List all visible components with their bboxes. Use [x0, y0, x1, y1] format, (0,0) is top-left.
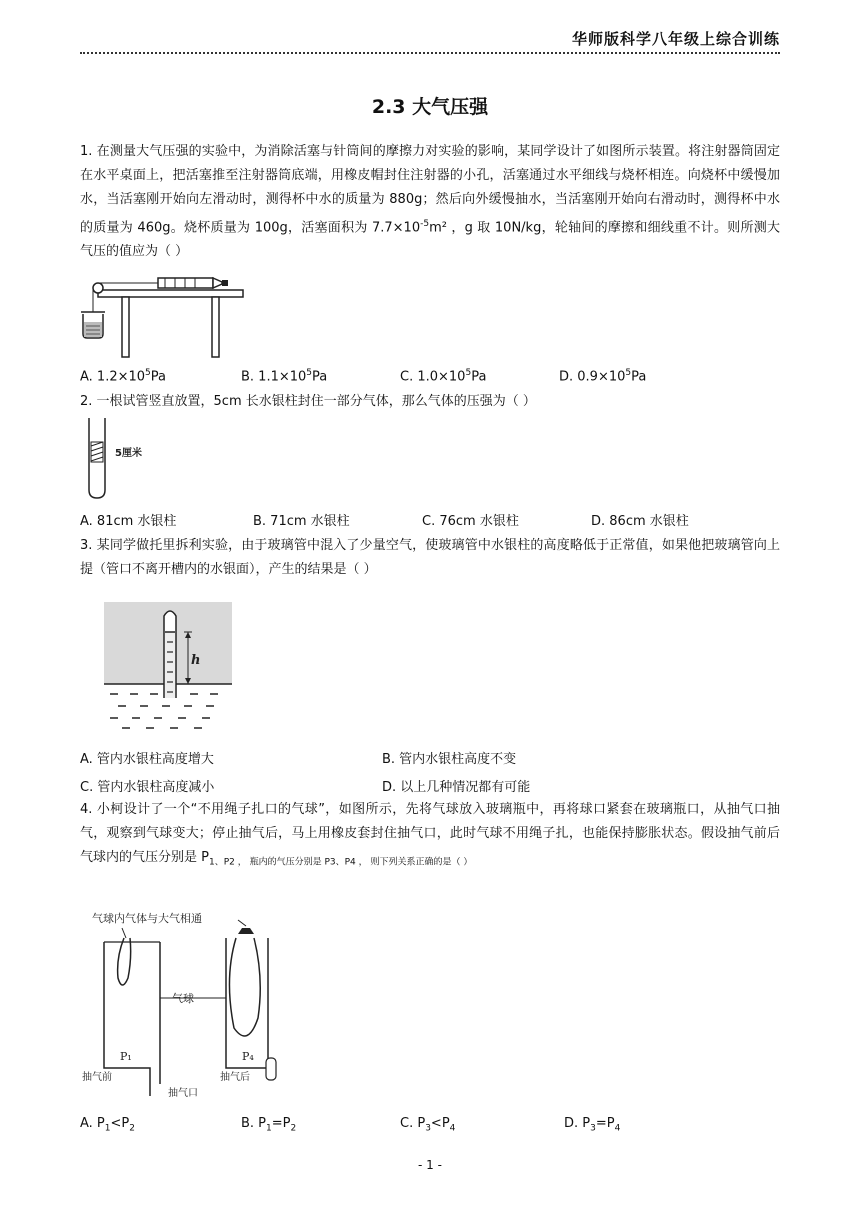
- figure-label-p1: P₁: [120, 1050, 132, 1063]
- q1-option-d[interactable]: D. $0.9\times 10^5Pa$: [559, 368, 647, 385]
- q4-option-a[interactable]: A. $P_1<P_2$: [80, 1116, 135, 1134]
- figure-label-p4: P₄: [242, 1050, 254, 1063]
- figure-label-top: 气球内气体与大气相通: [92, 912, 202, 925]
- figure-label-balloon: 气球: [172, 992, 194, 1005]
- question-3-text: 3. 某同学做托里拆利实验，由于玻璃管中混入了少量空气，使玻璃管中水银柱的高度略低于正常值，如果他把玻璃管向上提（管口不离开槽内的水银面），产生的结果是（ ）: [80, 538, 780, 577]
- q1-option-c[interactable]: C. $1.0\times 10^5Pa$: [400, 368, 487, 385]
- q4-option-c[interactable]: C. $P_3<P_4$: [400, 1116, 456, 1134]
- question-2-text: 2. 一根试管竖直放置，5cm 长水银柱封住一部分气体，那么气体的压强为（ ）: [80, 394, 536, 409]
- test-tube-label: 5厘米: [115, 448, 142, 459]
- q1-option-a[interactable]: A. $1.2\times 10^5Pa$: [80, 368, 167, 385]
- q2-option-c[interactable]: C. 76cm 水银柱: [422, 514, 519, 529]
- question-4-text: 4. 小柯设计了一个“不用绳子扎口的气球”，如图所示，先将气球放入玻璃瓶中，再将球口紧套在玻璃瓶口，从抽气口抽气，观察到气球变大；停止抽气后，马上用橡皮套封住抽气口，此时气球不用绳子扎，也能保持膨胀状态。假设抽气前后气球内的气压分别是 $P_{1、P2 , 瓶内的气压分别是 P3、P4 , 则下列关系正确的是( )}$: [80, 802, 780, 868]
- figure-label-after: 抽气后: [220, 1072, 250, 1083]
- header-title: 华师版科学八年级上综合训练: [571, 30, 780, 48]
- q4-option-d[interactable]: D. $P_3=P_4$: [564, 1116, 621, 1134]
- q2-option-d[interactable]: D. 86cm 水银柱: [591, 514, 689, 529]
- q3-option-d[interactable]: D. 以上几种情况都有可能: [382, 780, 531, 795]
- page-number: - 1 -: [418, 1158, 442, 1172]
- q1-option-b[interactable]: B. $1.1\times 10^5Pa$: [241, 368, 328, 385]
- question-1-text: 1. 在测量大气压强的实验中，为消除活塞与针筒间的摩擦力对实验的影响，某同学设计了如图所示装置。将注射器筒固定在水平桌面上，把活塞推至注射器筒底端，用橡皮帽封住注射器的小孔，活塞通过水平细线与烧杯相连。向烧杯中缓慢加水，当活塞刚开始向左滑动时，测得杯中水的质量为 880g；然后向外缓慢抽水，当活塞刚开始向右滑动时，测得杯中水的质量为 460g。烧杯质量为 100g，活塞面积为 $7.7\times 10^{-5}m^2$ ，g 取 10N/kg，轮轴间的摩擦和细线重不计。则所测大气压的值应为（ ）: [80, 144, 780, 260]
- q3-option-b[interactable]: B. 管内水银柱高度不变: [382, 752, 517, 767]
- torricelli-figure: [104, 602, 232, 734]
- height-label: h: [191, 653, 201, 668]
- syringe-apparatus-figure: [80, 272, 250, 362]
- test-tube-figure: [85, 416, 175, 502]
- page-title: 2.3 大气压强: [371, 96, 489, 118]
- q3-option-c[interactable]: C. 管内水银柱高度减小: [80, 780, 215, 795]
- figure-label-outlet: 抽气口: [168, 1088, 198, 1099]
- q3-option-a[interactable]: A. 管内水银柱高度增大: [80, 752, 214, 767]
- figure-label-before: 抽气前: [82, 1072, 112, 1083]
- q2-option-b[interactable]: B. 71cm 水银柱: [253, 514, 350, 529]
- balloon-bottle-figure: [78, 908, 300, 1100]
- q4-option-b[interactable]: B. $P_1=P_2$: [241, 1116, 297, 1134]
- q2-option-a[interactable]: A. 81cm 水银柱: [80, 514, 177, 529]
- header-divider: [80, 52, 780, 54]
